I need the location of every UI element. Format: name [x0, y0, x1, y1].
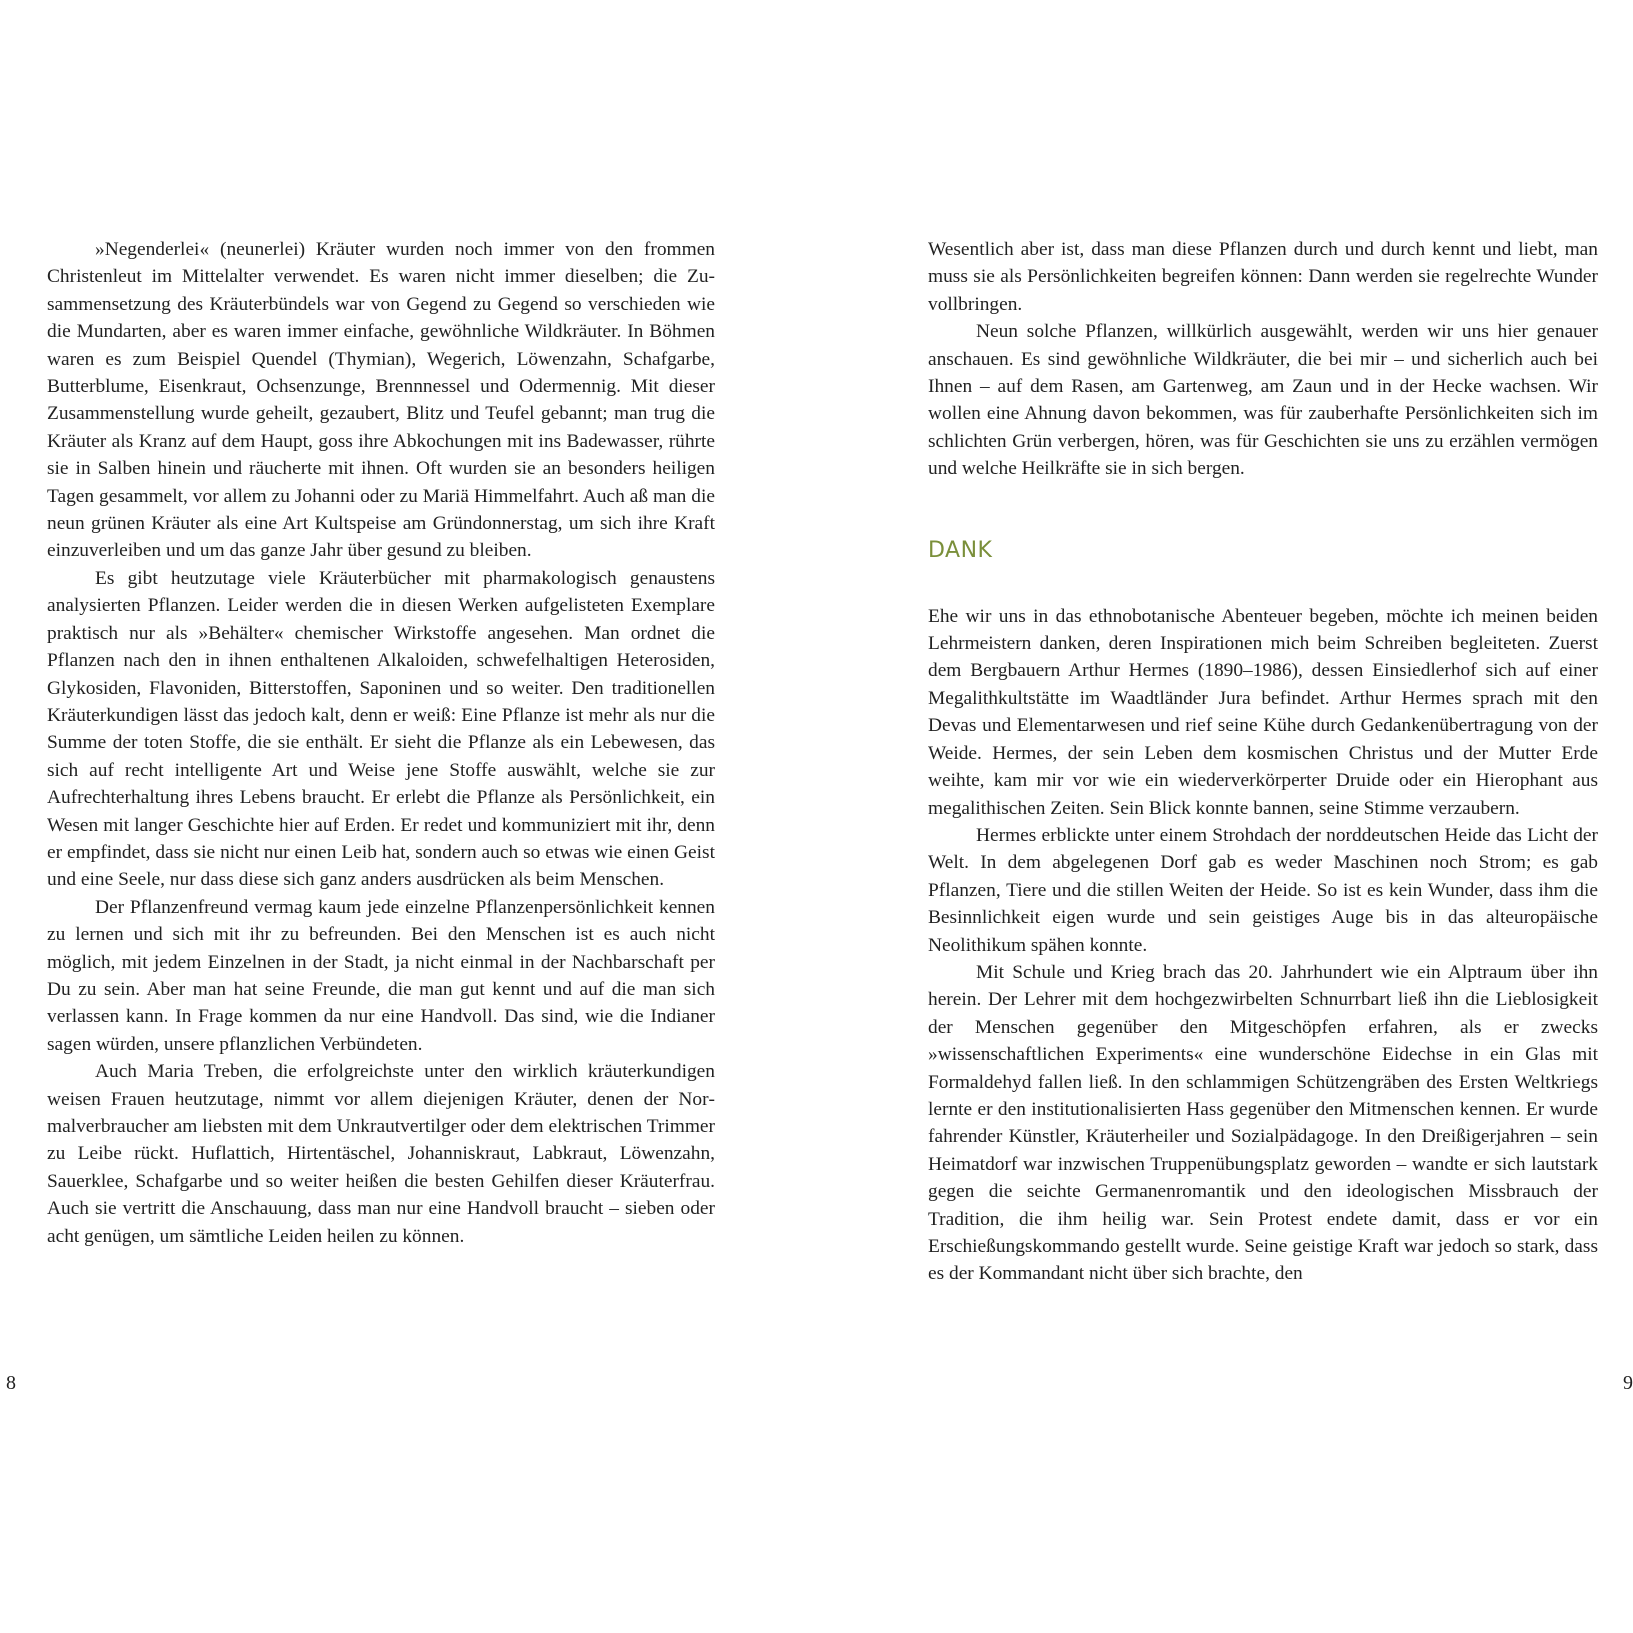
paragraph: Ehe wir uns in das ethnobotanische Abenteuer begeben, möchte ich meinen beiden Lehrmeistern danken, deren Inspirationen mich beim Schreiben begleiteten. Zuerst dem Bergbauern Arthur Hermes (1890–1986), dessen Einsiedlerhof sich auf einer Megalithkultstätte im Waadtländer Jura befindet. Arthur Hermes sprach mit den Devas und Elementarwesen und rief seine Kühe durch Gedankenübertragung von der Weide. Hermes, der sein Leben dem kosmischen Christus und der Mutter Erde weihte, kam mir vor wie ein wiederverkörperter Druide oder ein Hierophant aus megalithischen Zeiten. Sein Blick konnte bannen, seine Stimme verzaubern.: [928, 605, 1598, 819]
right-page: [817, 0, 1633, 1633]
paragraph: Wesentlich aber ist, dass man diese Pflanzen durch und durch kennt und liebt, man muss sie als Persönlichkeiten begreifen können: Dann werden sie regelrechte Wunder vollbringen.: [928, 239, 1598, 315]
paragraph: Mit Schule und Krieg brach das 20. Jahrhundert wie ein Alptraum über ihn herein. Der Lehrer mit dem hochgezwirbelten Schnurrbart ließ ihn die Lieblosigkeit der Menschen gegenüber den Mitgeschöpfen erfahren, als er zwecks »wissenschaftlichen Experiments« eine wunderschöne Eidechse in ein Glas mit Formaldehyd fallen ließ. In den schlammigen Schützengräben des Ersten Weltkriegs lernte er den institutionalisierten Hass gegenüber den Mitmenschen kennen. Er wurde fahrender Künstler, Kräuterheiler und Sozialpädagoge. In den Dreißigerjahren – sein Heimatdorf war inzwischen Truppenübungsplatz geworden – wandte er sich lautstark gegen die seichte Germanenromantik und den ideologischen Missbrauch der Tradition, die ihm heilig war. Sein Protest endete damit, dass er vor ein Erschießungskommando gestellt wurde. Seine geistige Kraft war jedoch so stark, dass es der Kommandant nicht über sich brachte, den: [928, 961, 1598, 1285]
paragraph: »Negenderlei« (neunerlei) Kräuter wurden noch immer von den frommen Christenleut im Mittelalter verwendet. Es waren nicht immer dieselben; die Zusammensetzung des Kräuterbündels war von Gegend zu Gegend so verschieden wie die Mundarten, aber es waren immer einfache, gewöhnliche Wildkräuter. In Böhmen waren es zum Beispiel Quendel (Thymian), Wegerich, Löwenzahn, Schafgarbe, Butterblume, Eisenkraut, Ochsenzunge, Brennnessel und Odermennig. Mit dieser Zusammenstellung wurde geheilt, gezaubert, Blitz und Teufel gebannt; man trug die Kräuter als Kranz auf dem Haupt, goss ihre Abkochungen mit ins Badewasser, rührte sie in Salben hinein und räucherte mit ihnen. Oft wurden sie an besonders heiligen Tagen gesammelt, vor allem zu Johanni oder zu Mariä Himmelfahrt. Auch aß man die neun grünen Kräuter als eine Art Kultspeise am Gründonnerstag, um sich ihre Kraft einzuverleiben und um das ganze Jahr über gesund zu bleiben.: [47, 239, 715, 562]
paragraph: Es gibt heutzutage viele Kräuterbücher mit pharmakologisch genaustens analysierten Pflanzen. Leider werden die in diesen Werken aufgelisteten Exemplare praktisch nur als »Behälter« chemischer Wirkstoffe angesehen. Man ordnet die Pflanzen nach den in ihnen enthaltenen Alkaloiden, schwefelhaltigen Heterosiden, Glykosiden, Flavoniden, Bitterstoffen, Saponinen und so weiter. Den traditionellen Kräuterkundigen lässt das jedoch kalt, denn er weiß: Eine Pflanze ist mehr als nur die Summe der toten Stoffe, die sie enthält. Er sieht die Pflanze als ein Lebewesen, das sich auf recht intelligente Art und Weise jene Stoffe auswählt, welche sie zur Aufrechterhaltung ihres Lebens braucht. Er erlebt die Pflanze als Persönlichkeit, ein Wesen mit langer Geschichte hier auf Erden. Er redet und kommuniziert mit ihr, denn er empfindet, dass sie nicht nur einen Leib hat, sondern auch so etwas wie einen Geist und eine Seele, nur dass diese sich ganz anders ausdrücken als beim Menschen.: [47, 567, 715, 891]
page-number-left: 8: [6, 1372, 16, 1394]
paragraph: Der Pflanzenfreund vermag kaum jede einzelne Pflanzenpersönlichkeit kennen zu lernen und sich mit ihr zu befreunden. Bei den Menschen ist es auch nicht möglich, mit jedem Einzelnen in der Stadt, ja nicht einmal in der Nachbarschaft per Du zu sein. Aber man hat seine Freunde, die man gut kennt und auf die man sich verlassen kann. In Frage kommen da nur eine Handvoll. Das sind, wie die Indianer sagen würden, unsere pflanzlichen Verbündeten.: [47, 896, 715, 1055]
paragraph: Neun solche Pflanzen, willkürlich ausgewählt, werden wir uns hier genauer anschauen. Es sind gewöhnliche Wildkräuter, die bei mir – und sicherlich auch bei Ihnen – auf dem Rasen, am Gartenweg, am Zaun und in der Hecke wachsen. Wir wollen eine Ahnung davon bekommen, was für zauberhafte Persönlichkeiten sich im schlichten Grün verbergen, hören, was für Geschichten sie uns zu erzählen vermögen und welche Heilkräfte sie in sich bergen.: [928, 321, 1598, 480]
right-text-column: [928, 236, 1598, 1288]
paragraph: Auch Maria Treben, die erfolgreichste unter den wirklich kräuterkundigen weisen Frauen heutzutage, nimmt vor allem diejenigen Kräuter, denen der Normalverbraucher am liebsten mit dem Unkrautvertilger oder dem elektrischen Trimmer zu Leibe rückt. Huflattich, Hirtentäschel, Johanniskraut, Labkraut, Löwenzahn, Sauerklee, Schafgarbe und so weiter heißen die besten Gehilfen dieser Kräuterfrau. Auch sie vertritt die Anschauung, dass man nur eine Handvoll braucht – sieben oder acht genügen, um sämtliche Leiden heilen zu können.: [47, 1061, 715, 1247]
left-text-column: [47, 236, 715, 1250]
left-page: [0, 0, 816, 1633]
paragraph: Hermes erblickte unter einem Strohdach der norddeutschen Heide das Licht der Welt. In dem abgelegenen Dorf gab es weder Maschinen noch Strom; es gab Pflanzen, Tiere und die stillen Weiten der Heide. So ist es kein Wunder, dass ihm die Besinnlichkeit eigen wurde und sein geistiges Auge bis in das alteuropäische Neolithikum spähen konnte.: [928, 824, 1598, 956]
section-heading-dank: DANK: [928, 537, 993, 563]
page-number-right: 9: [1623, 1372, 1633, 1394]
